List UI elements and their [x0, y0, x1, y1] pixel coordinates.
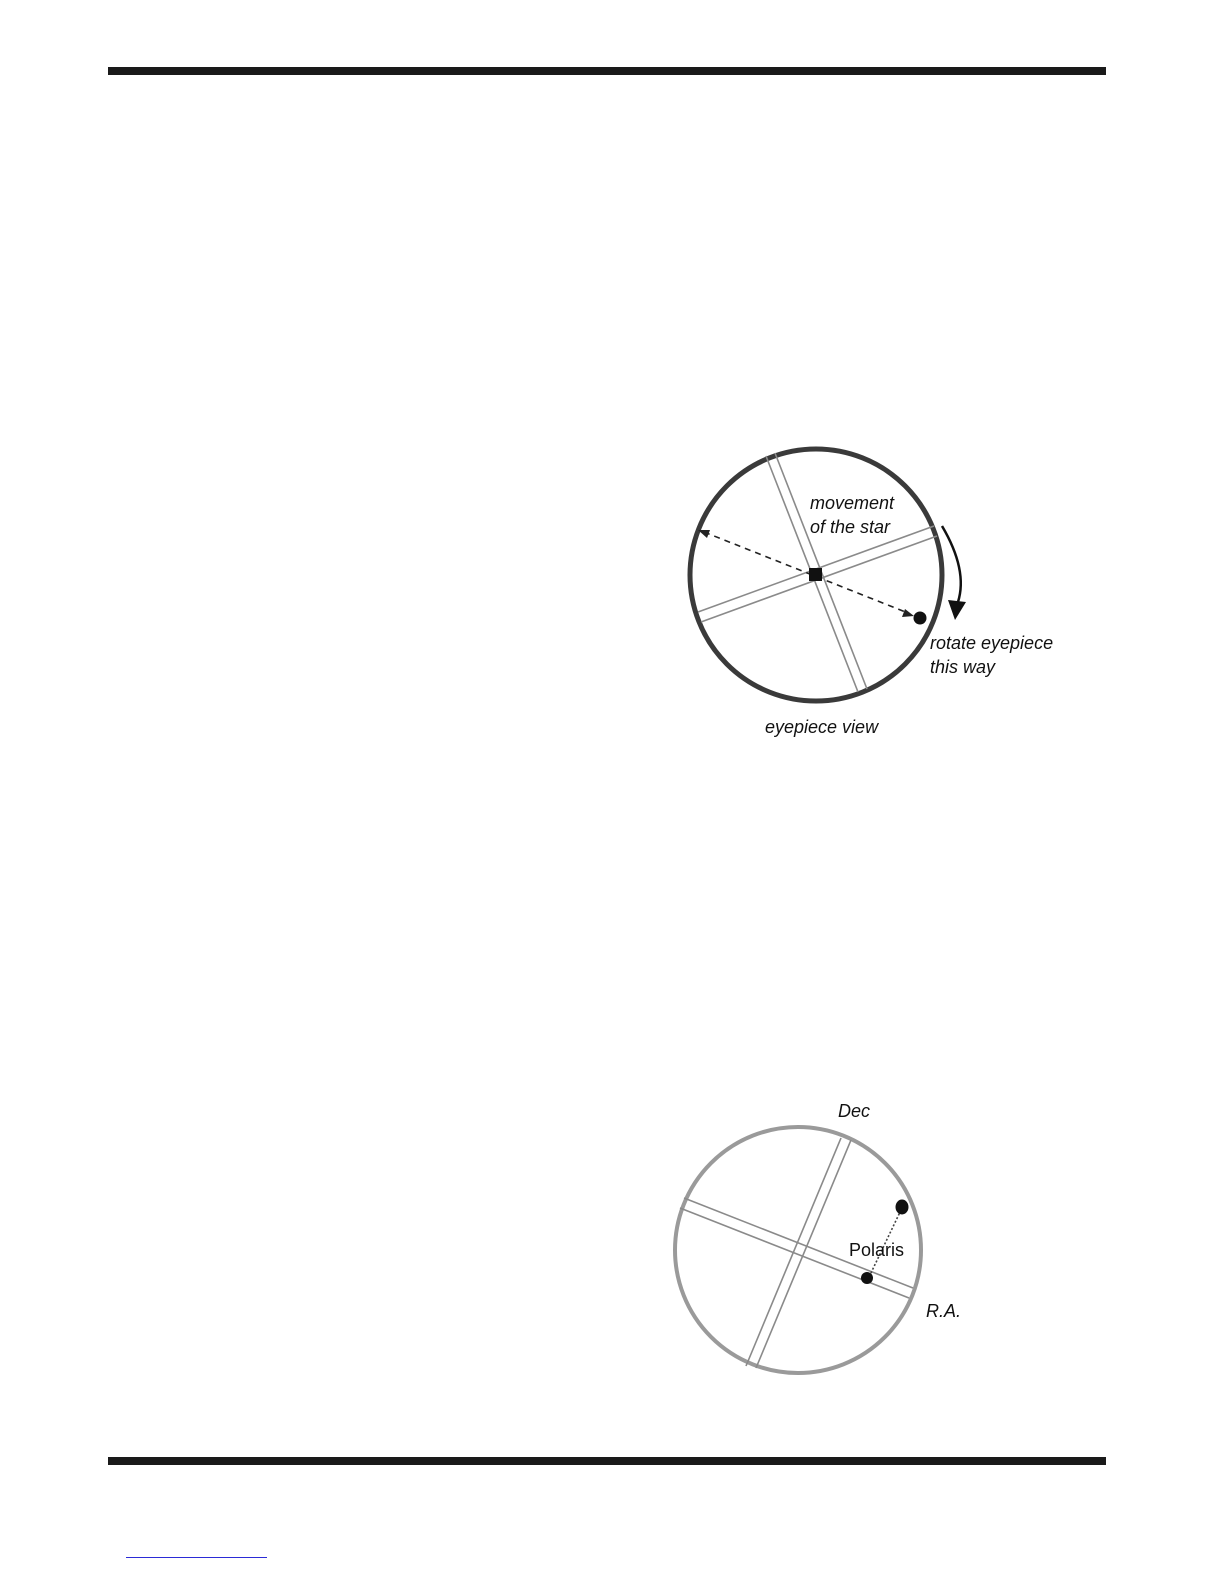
polaris-alignment-diagram [660, 1090, 1000, 1390]
rotation-arrow-icon [942, 526, 961, 602]
footer-link-underline[interactable] [126, 1557, 267, 1558]
dec-label: Dec [838, 1101, 871, 1121]
footer-rule [108, 1457, 1106, 1465]
star-marker-center [809, 568, 822, 581]
polaris-label: Polaris [849, 1240, 905, 1260]
rotate-label-line1: rotate eyepiece [930, 633, 1054, 653]
eyepiece-view-caption: eyepiece view [765, 717, 879, 737]
ra-label: R.A. [926, 1301, 962, 1321]
star-marker-edge [914, 612, 927, 625]
arrowhead-icon [698, 530, 710, 538]
polaris-marker-inner [861, 1272, 873, 1284]
eyepiece-view-diagram [680, 440, 1100, 750]
movement-label-line1: movement [810, 493, 895, 513]
movement-label-line2: of the star [810, 517, 891, 537]
arrowhead-icon [902, 609, 914, 617]
dec-crosshair-line [756, 1140, 851, 1368]
header-rule [108, 67, 1106, 75]
polaris-marker-outer [896, 1200, 909, 1215]
rotate-label-line2: this way [930, 657, 996, 677]
rotation-arrowhead-icon [948, 600, 966, 620]
